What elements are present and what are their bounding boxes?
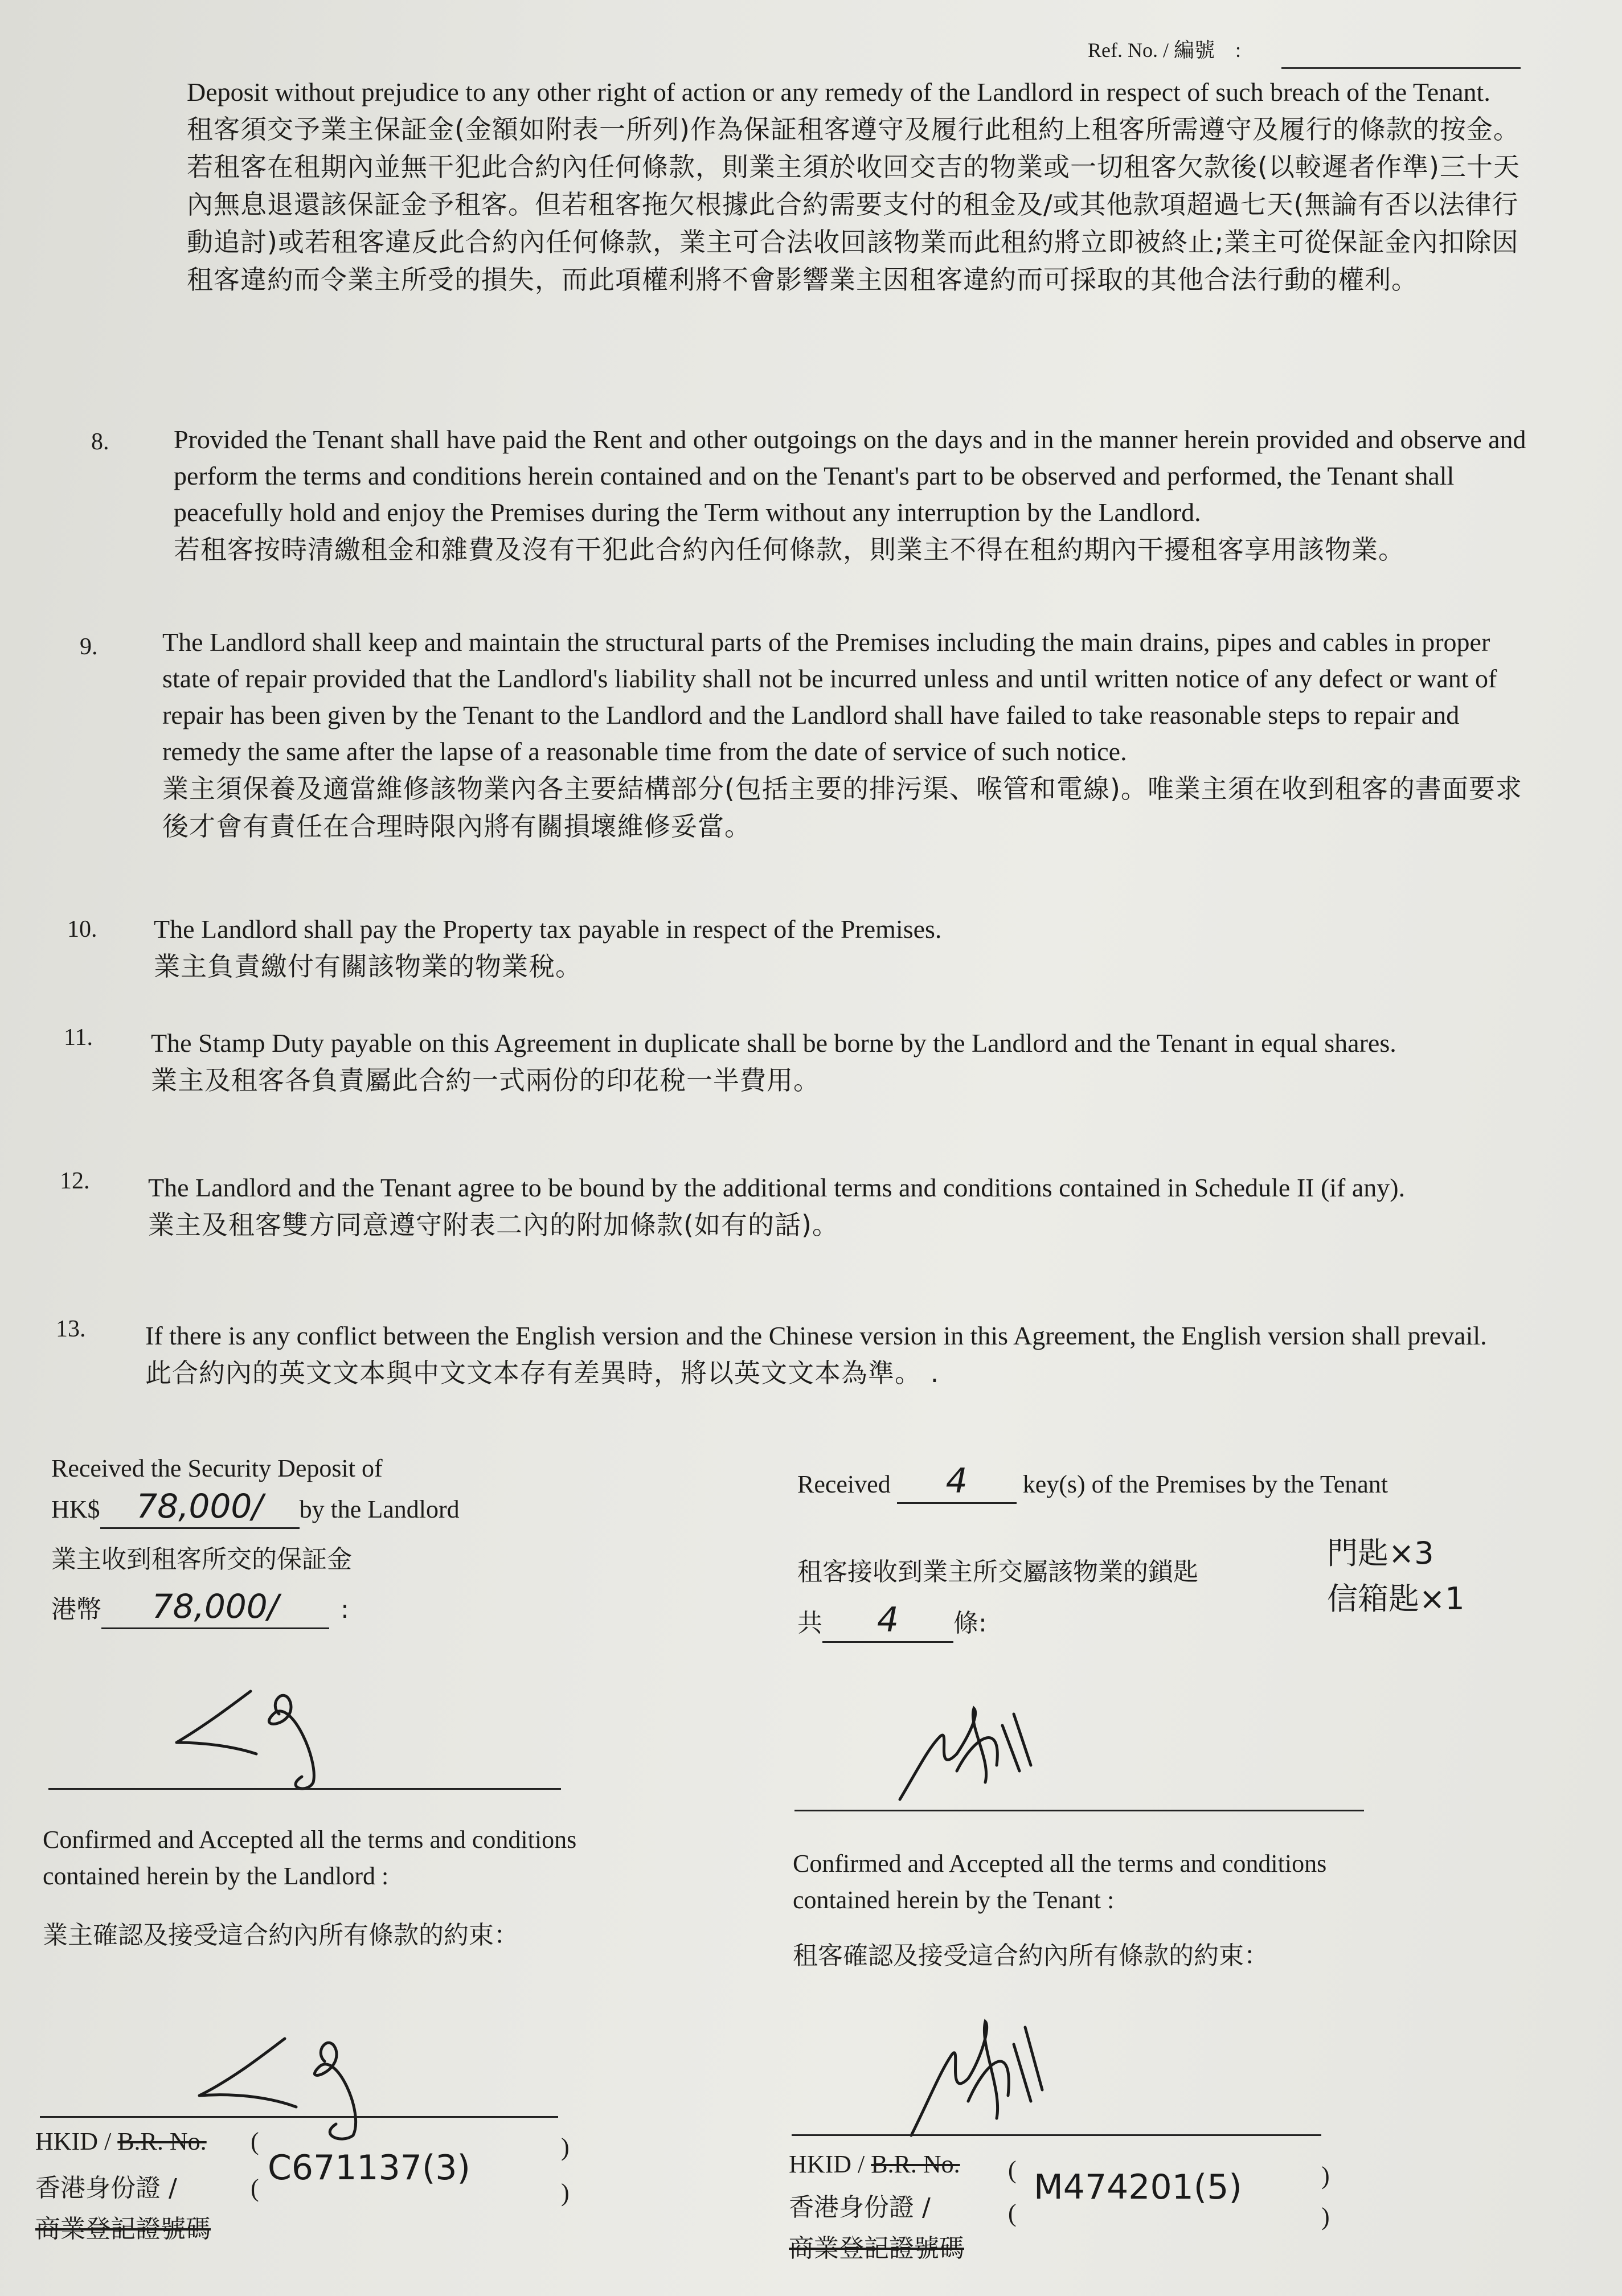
landlord-id-open: ( <box>251 2127 259 2155</box>
clause-13-number: 13. <box>56 1316 86 1342</box>
keys-count-field <box>897 1463 1017 1504</box>
clause-11 <box>151 1025 1529 1099</box>
deposit-received-zh: 業主收到租客所交的保証金 <box>51 1545 352 1574</box>
landlord-hkid-zh: 香港身份證 / <box>35 2174 177 2203</box>
deposit-clause-zh: 租客須交予業主保証金(金額如附表一所列)作為保証租客遵守及履行此租約上租客所需遵守及履行的條款的按金。若租客在租期內並無干犯此合約內任何條款，則業主須於收回交吉的物業或一切租客欠款後(以較遲者作準)三十天內無息退還該保証金予租客。但若租客拖欠根據此合約需要支付的租金及/或其他款項超過七天(無論有否以法律行動追討)或若租客違反此合約內任何條款，業主可合法收回該物業而此租約將立即被終止;業主可從保証金內扣除因租客違約而令業主所受的損失，而此項權利將不會影響業主因租客違約而可採取的其他合法行動的權利。 <box>187 114 1520 295</box>
clause-12-zh: 業主及租客雙方同意遵守附表二內的附加條款(如有的話)。 <box>148 1210 839 1240</box>
keys-of-premises-label: key(s) of the Premises by the Tenant <box>1022 1470 1388 1498</box>
keys-received-zh: 租客接收到業主所交屬該物業的鎖匙 <box>797 1557 1198 1586</box>
deposit-received-label: Received the Security Deposit of <box>51 1454 383 1482</box>
keys-received-label: Received <box>797 1470 891 1498</box>
landlord-receipt-signature <box>171 1680 376 1794</box>
keys-count-zh-row <box>797 1602 987 1643</box>
tenant-br-zh: 商業登記證號碼 <box>789 2234 964 2263</box>
deposit-amount-en: 78,000/ <box>136 1487 263 1526</box>
landlord-confirm-line1: Confirmed and Accepted all the terms and conditions <box>43 1826 577 1854</box>
tenant-confirm-line2: contained herein by the Tenant : <box>793 1886 1115 1914</box>
deposit-amount-row <box>51 1489 460 1529</box>
deposit-currency-zh: 港幣 <box>51 1595 101 1624</box>
ref-number-field <box>1281 67 1521 69</box>
clause-9 <box>162 624 1529 845</box>
clause-8 <box>174 421 1529 568</box>
tenant-receipt-signature <box>888 1703 1037 1811</box>
clause-12 <box>148 1170 1532 1244</box>
keys-note-mailbox: 信箱匙×1 <box>1327 1581 1465 1617</box>
landlord-confirm-zh: 業主確認及接受這合約內所有條款的約束： <box>43 1921 519 1950</box>
deposit-clause <box>187 74 1531 298</box>
deposit-currency-en: HK$ <box>51 1495 100 1523</box>
landlord-br-zh: 商業登記證號碼 <box>35 2215 211 2244</box>
clause-13-zh: 此合約內的英文文本與中文文本存有差異時，將以英文文本為準。 . <box>145 1358 940 1388</box>
deposit-colon: : <box>341 1595 349 1624</box>
deposit-amount-zh-field <box>101 1589 329 1629</box>
tenant-confirm-signature-line <box>792 2134 1321 2136</box>
landlord-id-close: ) <box>561 2133 570 2161</box>
landlord-id-open-2: ( <box>251 2174 259 2202</box>
tenant-id-close: ) <box>1321 2162 1330 2190</box>
tenant-id-open-2: ( <box>1008 2199 1017 2227</box>
keys-count-zh-field <box>822 1602 953 1643</box>
deposit-clause-en: Deposit without prejudice to any other right of action or any remedy of the Landlord in respect of such breach of the Tenant. <box>187 77 1490 106</box>
clause-9-number: 9. <box>80 634 98 660</box>
clause-12-en: The Landlord and the Tenant agree to be bound by the additional terms and conditions contained in Schedule II (if any). <box>148 1173 1406 1202</box>
deposit-amount-zh-row <box>51 1589 349 1629</box>
tenant-id-open: ( <box>1008 2156 1017 2184</box>
clause-11-en: The Stamp Duty payable on this Agreement in duplicate shall be borne by the Landlord and the Tenant in equal shares. <box>151 1028 1396 1057</box>
clause-9-zh: 業主須保養及適當維修該物業內各主要結構部分(包括主要的排污渠、喉管和電線)。唯業主須在收到租客的書面要求後才會有責任在合理時限內將有關損壞維修妥當。 <box>162 773 1522 842</box>
clause-13 <box>145 1318 1535 1392</box>
clause-10-number: 10. <box>67 916 97 942</box>
landlord-confirm-line2: contained herein by the Landlord : <box>43 1862 389 1890</box>
ref-number-label: Ref. No. / 編號 : <box>1088 39 1241 62</box>
landlord-id-value: C671137(3) <box>268 2148 470 2188</box>
clause-10 <box>154 911 1526 985</box>
clause-10-en: The Landlord shall pay the Property tax payable in respect of the Premises. <box>154 915 942 944</box>
clause-11-zh: 業主及租客各負責屬此合約一式兩份的印花稅一半費用。 <box>151 1065 820 1096</box>
keys-total-zh: 共 <box>797 1609 822 1638</box>
tenant-hkid-label: HKID / <box>789 2150 871 2178</box>
keys-received-row <box>797 1463 1388 1504</box>
landlord-confirm-signature-line <box>40 2116 558 2118</box>
deposit-amount-zh: 78,000/ <box>151 1587 279 1626</box>
clause-11-number: 11. <box>64 1024 93 1051</box>
tenant-br-label: B.R. No. <box>871 2150 960 2178</box>
keys-handwritten-note <box>1327 1531 1465 1622</box>
tenant-id-label <box>789 2147 960 2182</box>
landlord-confirm-signature <box>194 2027 399 2141</box>
tenant-id-value: M474201(5) <box>1034 2167 1242 2207</box>
deposit-amount-en-field <box>100 1489 300 1529</box>
deposit-by-landlord: by the Landlord <box>299 1495 460 1523</box>
clause-13-en: If there is any conflict between the English version and the Chinese version in this Agreement, the English version shall prevail. <box>145 1321 1487 1350</box>
landlord-receipt-signature-line <box>48 1788 561 1790</box>
landlord-id-label <box>35 2124 207 2159</box>
keys-unit-zh: 條: <box>953 1609 987 1638</box>
clause-8-en: Provided the Tenant shall have paid the Rent and other outgoings on the days and in the manner herein provided and observe and perform the terms and conditions herein contained and on the Tenant's part to be observed and performed, the Tenant shall peacefully hold and enjoy the Premises during the Term without any interruption by the Landlord. <box>174 425 1526 527</box>
clause-8-number: 8. <box>91 429 109 455</box>
keys-count-zh: 4 <box>876 1600 899 1640</box>
clause-12-number: 12. <box>60 1168 90 1194</box>
tenant-id-close-2: ) <box>1321 2203 1330 2231</box>
tenant-confirm-zh: 租客確認及接受這合約內所有條款的約束： <box>793 1941 1269 1970</box>
clause-10-zh: 業主負責繳付有關該物業的物業稅。 <box>154 951 582 982</box>
clause-8-zh: 若租客按時清繳租金和雜費及沒有干犯此合約內任何條款，則業主不得在租約期內干擾租客享用該物業。 <box>174 534 1405 565</box>
keys-note-door: 門匙×3 <box>1327 1535 1434 1571</box>
clause-9-en: The Landlord shall keep and maintain the structural parts of the Premises including the main drains, pipes and cables in proper state of repair provided that the Landlord's liability shall not be incurred unless and until written notice of any defect or want of repair has been given by the Tenant to the Landlord and the Landlord shall have failed to take reasonable steps to repair and remedy the same after the lapse of a reasonable time from the date of service of such notice. <box>162 628 1497 766</box>
landlord-hkid-label: HKID / <box>35 2127 118 2155</box>
tenant-confirm-signature <box>900 2016 1048 2147</box>
landlord-id-close-2: ) <box>561 2179 570 2207</box>
tenant-confirm-line1: Confirmed and Accepted all the terms and conditions <box>793 1850 1327 1877</box>
tenant-hkid-zh: 香港身份證 / <box>789 2193 931 2222</box>
keys-count: 4 <box>945 1461 968 1501</box>
tenant-receipt-signature-line <box>794 1810 1364 1811</box>
landlord-br-label: B.R. No. <box>117 2127 207 2155</box>
